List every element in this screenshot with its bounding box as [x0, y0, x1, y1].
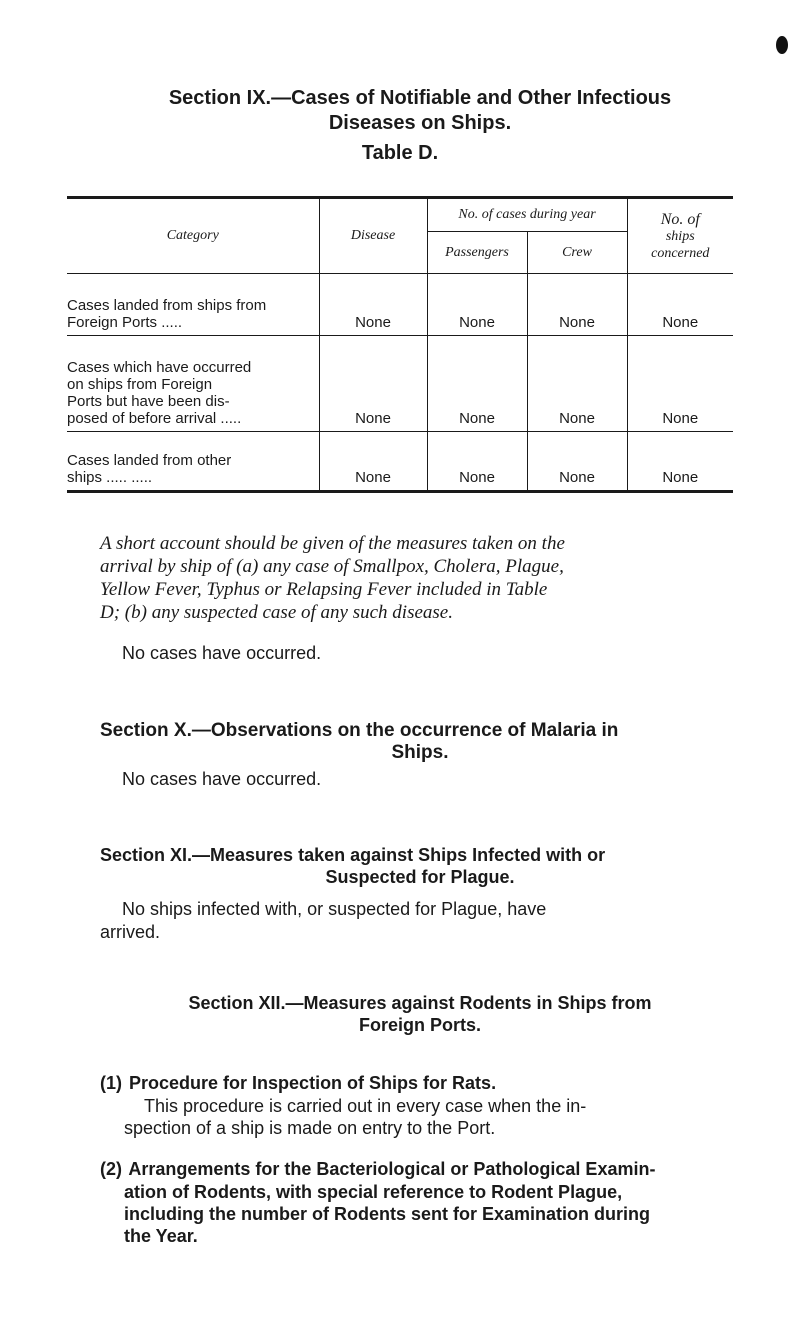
- header-ships-concerned: [627, 198, 733, 274]
- header-passengers: Passengers: [427, 232, 527, 274]
- row-passengers: None: [427, 274, 527, 336]
- category-line: Cases landed from ships from: [67, 297, 267, 314]
- row-passengers: None: [427, 336, 527, 432]
- row-disease: None: [319, 336, 427, 432]
- table-d-title: Table D.: [361, 142, 439, 164]
- section-ix-title-line2: Diseases on Ships.: [328, 112, 512, 134]
- section-ix-title-line1: Section IX.—Cases of Notifiable and Other Infectious: [168, 87, 672, 109]
- row-passengers: None: [427, 432, 527, 492]
- item-1-body-line1: This procedure is carried out in every case when the in-: [144, 1096, 587, 1116]
- header-ships-line1: No. of: [660, 210, 700, 228]
- section-xi-title-line2: Suspected for Plague.: [325, 867, 515, 887]
- category-line: Cases which have occurred: [67, 359, 252, 376]
- row-disease: None: [319, 274, 427, 336]
- row-category: [67, 274, 319, 336]
- item-2-title-line2: ation of Rodents, with special reference to Rodent Plague,: [124, 1182, 623, 1202]
- item-2-heading: [100, 1158, 740, 1180]
- category-line: Ports but have been dis-: [67, 393, 230, 410]
- section-xii-title-line2: Foreign Ports.: [358, 1015, 481, 1035]
- table-row: [67, 432, 733, 492]
- row-category: [67, 336, 319, 432]
- section-x-title-line1: Section X.—Observations on the occurrence of Malaria in: [100, 720, 619, 741]
- header-disease: Disease: [319, 198, 427, 274]
- section-xi-response: [100, 898, 740, 944]
- row-category: [67, 432, 319, 492]
- note-line: Yellow Fever, Typhus or Relapsing Fever included in Table: [100, 579, 548, 600]
- header-cases-during-year: No. of cases during year: [427, 198, 627, 232]
- item-1-number: (1): [100, 1073, 122, 1093]
- header-ships-line3: concerned: [651, 245, 710, 261]
- row-crew: None: [527, 432, 627, 492]
- header-category: Category: [67, 198, 319, 274]
- row-ships: None: [627, 336, 733, 432]
- table-row: [67, 336, 733, 432]
- category-line: Cases landed from other: [67, 452, 232, 469]
- item-2-title-line4: the Year.: [124, 1226, 198, 1246]
- section-xi-title-line1: Section XI.—Measures taken against Ships Infected with or: [100, 845, 606, 865]
- item-2-number: (2): [100, 1159, 122, 1179]
- punch-hole-mark: [776, 36, 788, 54]
- table-row: [67, 274, 733, 336]
- row-crew: None: [527, 274, 627, 336]
- header-crew: Crew: [527, 232, 627, 274]
- section-x-response: No cases have occurred.: [122, 769, 322, 789]
- row-crew: None: [527, 336, 627, 432]
- note-line: arrival by ship of (a) any case of Smallpox, Cholera, Plague,: [100, 556, 564, 577]
- item-2-title-line3: including the number of Rodents sent for Examination during: [124, 1204, 651, 1224]
- item-2-title-line1: Arrangements for the Bacteriological or Pathological Examin-: [128, 1159, 656, 1179]
- header-ships-line2: ships: [665, 228, 695, 244]
- item-1-title: Procedure for Inspection of Ships for Rats.: [129, 1073, 497, 1093]
- section-xi-heading: [100, 844, 740, 888]
- category-line: ships ..... .....: [67, 469, 153, 486]
- section-xi-response-line1: No ships infected with, or suspected for Plague, have: [122, 899, 547, 919]
- row-ships: None: [627, 432, 733, 492]
- item-2-heading-cont: [124, 1181, 740, 1247]
- section-ix-response: No cases have occurred.: [122, 643, 322, 663]
- instruction-note: [100, 532, 740, 624]
- section-xi-response-line2: arrived.: [100, 922, 161, 942]
- note-line: D; (b) any suspected case of any such disease.: [100, 602, 453, 623]
- item-1-body-line2: spection of a ship is made on entry to the Port.: [124, 1118, 496, 1138]
- section-xii-title-line1: Section XII.—Measures against Rodents in Ships from: [188, 993, 652, 1013]
- row-disease: None: [319, 432, 427, 492]
- category-line: posed of before arrival .....: [67, 410, 242, 427]
- item-1-body: [124, 1095, 740, 1139]
- section-ix-heading: [100, 86, 740, 136]
- section-xii-heading: [100, 992, 740, 1036]
- row-ships: None: [627, 274, 733, 336]
- category-line: Foreign Ports .....: [67, 314, 183, 331]
- section-x-heading: [100, 720, 740, 764]
- item-1-heading: [100, 1072, 740, 1094]
- note-line: A short account should be given of the measures taken on the: [100, 533, 565, 554]
- section-x-title-line2: Ships.: [391, 742, 449, 763]
- table-d: [67, 196, 733, 493]
- category-line: on ships from Foreign: [67, 376, 213, 393]
